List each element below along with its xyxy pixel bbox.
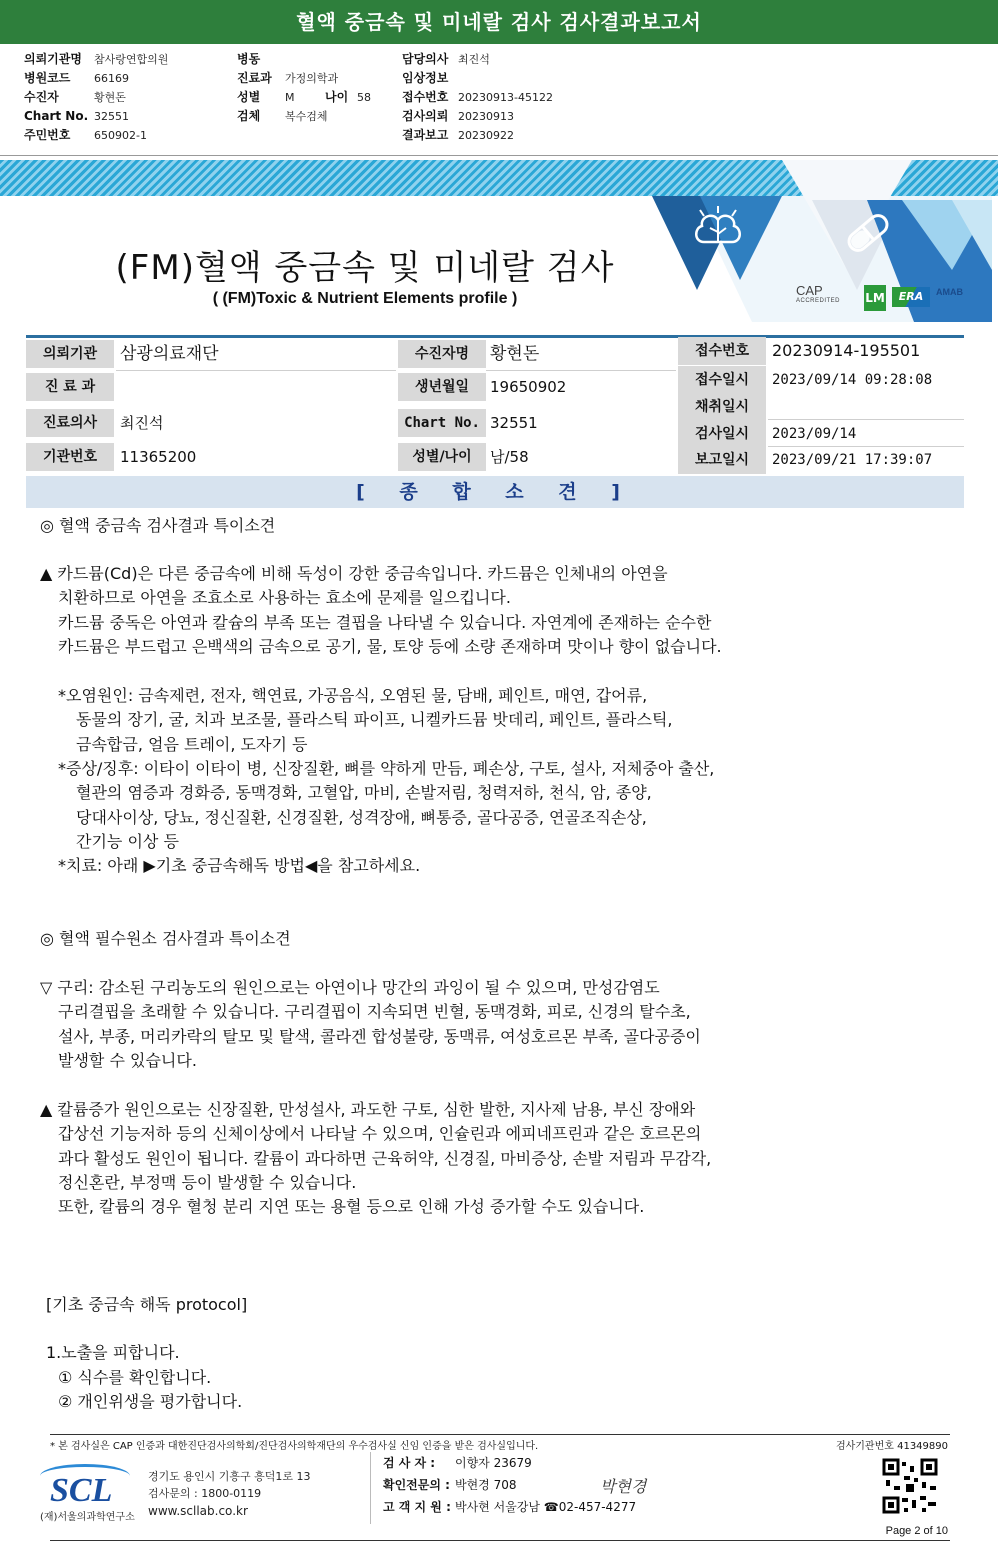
certification-note: [50, 1434, 950, 1452]
lab-website[interactable]: www.scllab.co.kr: [148, 1504, 248, 1518]
support-label: 고 객 지 원 :: [383, 1500, 451, 1514]
info-value: 20230913-45122: [458, 91, 553, 104]
recdate-value: 2023/09/14 09:28:08: [772, 372, 933, 388]
staff-info: [370, 1452, 636, 1524]
report-footer: [40, 1452, 950, 1524]
info-value: 복수검체: [285, 110, 328, 123]
info-label: 성별: [237, 90, 261, 104]
info-label: 의뢰기관명: [24, 52, 82, 66]
body-line: 설사, 부종, 머리카락의 탈모 및 탈색, 콜라겐 합성불량, 동맥류, 여성호르몬 부족, 골다공증이: [58, 1027, 701, 1046]
collect-value: [768, 393, 964, 421]
test-value: 2023/09/14: [772, 426, 857, 442]
body-line: *증상/징후: 이타이 이타이 병, 신장질환, 뼈를 약하게 만듬, 폐손상, 구토, 설사, 저체중아 출산,: [58, 759, 715, 778]
address-line: 경기도 용인시 기흥구 흥덕1로 13: [148, 1470, 311, 1483]
cap-logo-text: CAP: [796, 283, 823, 298]
info-label: 진료과: [237, 71, 272, 85]
support-value: 박사현 서울강남 ☎02-457-4277: [455, 1500, 637, 1514]
cap-logo-sub: ACCREDITED: [796, 298, 841, 304]
code-value: 11365200: [120, 448, 197, 466]
info-label: 나이: [325, 90, 349, 104]
body-line: 당대사이상, 당뇨, 정신질환, 신경질환, 성격장애, 뼈통증, 골다공증, 연골조직손상,: [76, 808, 647, 827]
body-line: 과다 활성도 원인이 됩니다. 칼륨이 과다하면 근육허약, 신경질, 마비증상, 손발 저림과 무감각,: [58, 1149, 712, 1168]
section-heading: ◎ 혈액 중금속 검사결과 특이소견: [40, 516, 276, 535]
report-banner: 혈액 중금속 및 미네랄 검사 검사결과보고서: [0, 0, 998, 44]
body-line: *오염원인: 금속제련, 전자, 핵연료, 가공음식, 오염된 물, 담배, 페인트, 매연, 갑어류,: [58, 686, 648, 705]
summary-title: [ 종 합 소 견 ]: [26, 476, 964, 508]
info-value: 가정의학과: [285, 72, 339, 85]
body-line: *치료: 아래 ▶기초 중금속해독 방법◀을 참고하세요.: [58, 856, 421, 875]
table-separator: [768, 419, 964, 420]
body-line: 간기능 이상 등: [76, 832, 179, 851]
recno-label: 접수번호: [678, 337, 766, 365]
scl-logo: [40, 1458, 132, 1508]
report-title: (FM)혈액 중금속 및 미네랄 검사: [115, 248, 615, 288]
body-line: 혈관의 염증과 경화증, 동맥경화, 고혈압, 마비, 손발저림, 청력저하, 천식, 암, 종양,: [76, 783, 652, 802]
info-label: 임상정보: [402, 71, 449, 85]
info-label: 수진자: [24, 90, 59, 104]
info-col-3: [402, 50, 553, 145]
info-value: 32551: [94, 110, 129, 123]
info-label: 검사의뢰: [402, 109, 449, 123]
test-label: 검사일시: [678, 420, 766, 448]
dept-label: 진 료 과: [26, 373, 114, 401]
info-value: 66169: [94, 72, 129, 85]
collect-label: 채취일시: [678, 393, 766, 421]
body-line: 카드뮴 중독은 아연과 칼슘의 부족 또는 결핍을 나타낼 수 있습니다. 자연계에 존재하는 순수한: [58, 613, 712, 632]
protocol-heading: [기초 중금속 해독 protocol]: [46, 1295, 248, 1314]
body-line: 치환하므로 아연을 조효소로 사용하는 효소에 문제를 일으킵니다.: [58, 588, 511, 607]
info-label: 담당의사: [402, 52, 449, 66]
body-line: ▽ 구리: 감소된 구리농도의 원인으로는 아연이나 망간의 과잉이 될 수 있으며, 만성감염도: [40, 978, 660, 997]
info-label: 접수번호: [402, 90, 449, 104]
lm-logo: LM: [864, 285, 886, 311]
protocol-substep: ② 개인위생을 평가합니다.: [58, 1392, 243, 1411]
body-line: 동물의 장기, 굴, 치과 보조물, 플라스틱 파이프, 니켈카드뮴 밧데리, 페인트, 플라스틱,: [76, 710, 673, 729]
name-label: 수진자명: [398, 340, 486, 368]
body-line: 카드뮴은 부드럽고 은백색의 금속으로 공기, 물, 토양 등에 소량 존재하며 맛이나 향이 없습니다.: [58, 637, 722, 656]
info-value: 58: [357, 91, 371, 104]
recdate-label: 접수일시: [678, 366, 766, 394]
inst-label: 의뢰기관: [26, 340, 114, 368]
info-label: Chart No.: [24, 109, 89, 123]
birth-label: 생년월일: [398, 373, 486, 401]
institution-number: 검사기관번호 41349890: [835, 1441, 948, 1452]
doctor-label: 진료의사: [26, 409, 114, 437]
body-line: 발생할 수 있습니다.: [58, 1051, 197, 1070]
body-line: 갑상선 기능저하 등의 신체이상에서 나타날 수 있으며, 인슐린과 에피네프린과 같은 호르몬의: [58, 1124, 702, 1143]
qr-code-icon: [882, 1458, 938, 1514]
body-line: ▲ 칼륨증가 원인으로는 신장질환, 만성설사, 과도한 구토, 심한 발한, 지사제 남용, 부신 장애와: [40, 1100, 696, 1119]
expert-label: 확인전문의 :: [383, 1478, 450, 1492]
era-logo: ERA: [892, 287, 930, 307]
page-number: Page 2 of 10: [885, 1525, 948, 1537]
tester-value: 이향자 23679: [455, 1456, 532, 1470]
code-label: 기관번호: [26, 443, 114, 471]
body-line: 정신혼란, 부정맥 등이 발생할 수 있습니다.: [58, 1173, 357, 1192]
inst-value: 삼광의료재단: [120, 344, 219, 364]
info-label: 검체: [237, 109, 261, 123]
table-separator: [116, 370, 396, 371]
info-col-1: [24, 50, 168, 145]
info-label: 병원코드: [24, 71, 71, 85]
birth-value: 19650902: [490, 378, 567, 396]
amab-logo: AMAB: [936, 287, 963, 297]
certification-note-text: * 본 검사실은 CAP 인증과 대한진단검사의학회/진단검사의학재단의 우수검사실 신임 인증을 받은 검사실입니다.: [50, 1441, 539, 1452]
body-line: 금속합금, 얼음 트레이, 도자기 등: [76, 735, 308, 754]
report-label: 보고일시: [678, 446, 766, 474]
scl-logo-text: SCL: [50, 1472, 113, 1509]
chart-value: 32551: [490, 414, 538, 432]
body-line: 구리결핍을 초래할 수 있습니다. 구리결핍이 지속되면 빈혈, 동맥경화, 피로, 신경의 탈수초,: [58, 1002, 691, 1021]
body-line: 또한, 칼륨의 경우 혈청 분리 지연 또는 용혈 등으로 인해 가성 증가할 수도 있습니다.: [58, 1197, 645, 1216]
table-separator: [768, 446, 964, 447]
doctor-signature: 박현경: [600, 1477, 647, 1496]
sexage-label: 성별/나이: [398, 443, 486, 471]
cap-logo: [796, 283, 840, 304]
info-value: M: [285, 91, 295, 104]
inquiry-line: 검사문의 : 1800-0119: [148, 1487, 262, 1500]
info-value: 황현돈: [94, 91, 126, 104]
report-value: 2023/09/21 17:39:07: [772, 452, 933, 468]
info-label: 결과보고: [402, 128, 449, 142]
info-value: 20230913: [458, 110, 514, 123]
pill-icon: [842, 210, 894, 256]
info-value: 최진석: [458, 53, 490, 66]
bottom-rule: [50, 1540, 950, 1541]
organization-name: (재)서울의과학연구소: [40, 1512, 135, 1523]
info-value: 650902-1: [94, 129, 147, 142]
info-label: 주민번호: [24, 128, 71, 142]
report-subtitle: ( (FM)Toxic & Nutrient Elements profile ): [212, 290, 518, 307]
expert-value: 박현경 708: [455, 1478, 517, 1492]
recno-value: 20230914-195501: [772, 341, 921, 360]
request-info-header: [0, 44, 998, 156]
sexage-value: 남/58: [490, 448, 529, 466]
section-heading: ◎ 혈액 필수원소 검사결과 특이소견: [40, 929, 291, 948]
table-separator: [486, 370, 676, 371]
info-value: 20230922: [458, 129, 514, 142]
chart-label: Chart No.: [398, 409, 486, 437]
doctor-value: 최진석: [120, 414, 164, 432]
protocol-substep: ① 식수를 확인합니다.: [58, 1368, 212, 1387]
tester-label: 검 사 자 :: [383, 1456, 436, 1470]
info-col-2: [237, 50, 371, 126]
info-value: 참사랑연합의원: [94, 53, 169, 66]
lab-address: [148, 1468, 311, 1502]
protocol-step: 1.노출을 피합니다.: [46, 1343, 180, 1362]
dept-value: [116, 373, 396, 401]
info-label: 병동: [237, 52, 261, 66]
body-line: ▲ 카드뮴(Cd)은 다른 중금속에 비해 독성이 강한 중금속입니다. 카드뮴은 인체내의 아연을: [40, 564, 668, 583]
name-value: 황현돈: [490, 344, 540, 364]
